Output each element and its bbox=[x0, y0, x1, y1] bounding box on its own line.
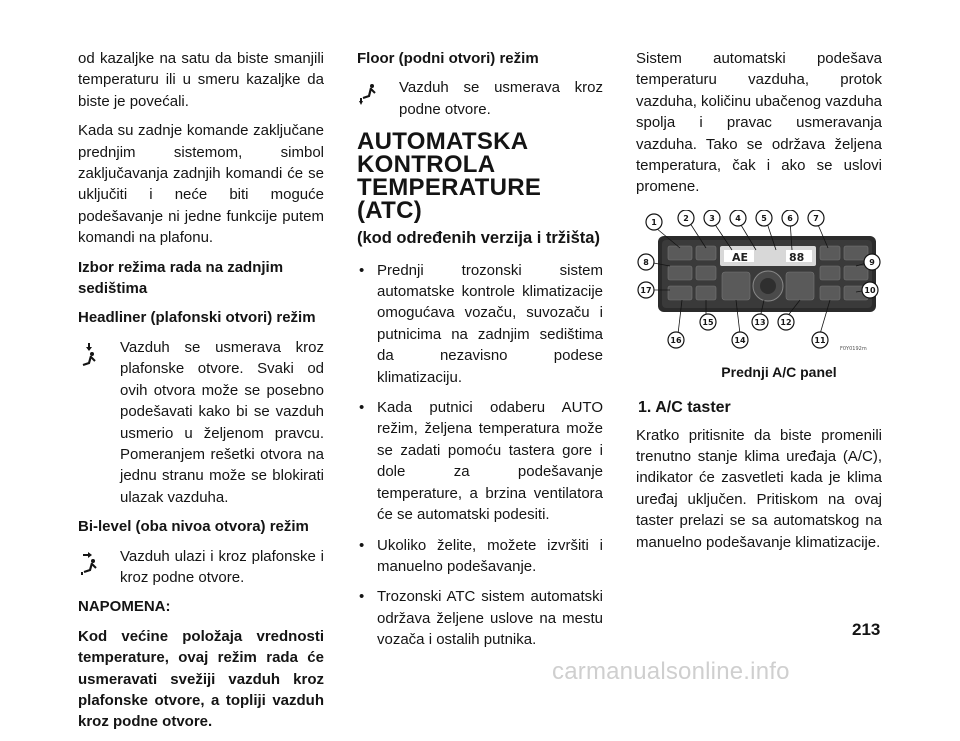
figure-caption: Prednji A/C panel bbox=[721, 363, 837, 380]
headliner-block bbox=[78, 337, 324, 508]
floor-mode-icon bbox=[359, 81, 377, 107]
bilevel-block bbox=[78, 546, 324, 589]
ac-panel-figure bbox=[636, 210, 882, 360]
figure-code: F0Y0192m bbox=[840, 345, 867, 352]
paragraph: Kada su zadnje komande zaključane prednjim sistemom, simbol zaključavanja zadnjih komandi će se uključiti i neće biti moguće podešavanje ni jedne funkcije putem komandi na plafonu. bbox=[78, 122, 324, 247]
heading-floor-mode: Floor (podni otvori) režim bbox=[357, 50, 539, 67]
paragraph: Vazduh se usmerava kroz podne otvore. bbox=[399, 79, 603, 118]
column-middle bbox=[357, 48, 603, 660]
callout-1: 1 bbox=[651, 217, 657, 227]
headliner-mode-icon bbox=[80, 341, 98, 367]
callout-2: 2 bbox=[683, 213, 689, 223]
callout-11: 11 bbox=[814, 335, 826, 345]
callout-9: 9 bbox=[869, 257, 875, 267]
callout-5: 5 bbox=[761, 213, 767, 223]
bilevel-mode-icon bbox=[80, 550, 98, 576]
paragraph: Vazduh ulazi i kroz plafonske i kroz podne otvore. bbox=[120, 547, 324, 586]
callout-6: 6 bbox=[787, 213, 793, 223]
callout-17: 17 bbox=[640, 285, 652, 295]
watermark: carmanualsonline.info bbox=[552, 658, 790, 685]
page-number: 213 bbox=[852, 620, 881, 639]
section-heading-ac-button: 1. A/C taster bbox=[638, 399, 731, 417]
paragraph: od kazaljke na satu da biste smanjili temperaturu ili u smeru kazaljke da biste je povećali. bbox=[78, 50, 324, 110]
section-title: AUTOMATSKA KONTROLA TEMPERATURE (ATC) bbox=[357, 128, 542, 225]
callout-13: 13 bbox=[754, 317, 766, 327]
callout-8: 8 bbox=[643, 257, 649, 267]
paragraph: Sistem automatski podešava temperaturu vazduha, protok vazduha, količinu ubačenog vazduha spolja i pravac usmeravanja vazduha. Tako se održava željena temperatura, čak i ako se uslovi promene. bbox=[636, 50, 883, 196]
note-label: NAPOMENA: bbox=[78, 598, 171, 616]
heading-bilevel-mode: Bi-level (oba nivoa otvora) režim bbox=[78, 518, 309, 536]
callout-14: 14 bbox=[734, 335, 746, 345]
bullet-list bbox=[357, 260, 603, 651]
paragraph: Kratko pritisnite da biste promenili trenutno stanje klima uređaja (A/C), indikator će zasvetleti kada je klima uređaj uključen. Pritiskom na ovaj taster prelazi se sa automatskog na manuelno podešavanje klimatizacije. bbox=[636, 426, 882, 551]
callout-15: 15 bbox=[702, 317, 714, 327]
list-item: • Kada putnici odaberu AUTO režim, željena temperatura može se zadati pomoću tastera gore i dole za podešavanje temperature, a brzina ventilatora će se automatski podesiti. bbox=[359, 399, 603, 524]
heading-headliner-mode: Headliner (plafonski otvori) režim bbox=[78, 309, 316, 327]
list-item: • Prednji trozonski sistem automatske kontrole klimatizacije omogućava vozaču, suvozaču i putnicima na zadnjim sedištima da nezavisno podese klimatizaciju. bbox=[359, 261, 603, 386]
note-text: Kod većine položaja vrednosti temperature, ovaj režim rada će usmeravati svežiji vazduh kroz plafonske otvore, a topliji vazduh kroz podne otvore. bbox=[78, 627, 324, 731]
callout-16: 16 bbox=[670, 335, 682, 345]
ac-panel-illustration bbox=[636, 210, 882, 360]
display-left-text: AE bbox=[732, 250, 749, 264]
section-subtitle: (kod određenih verzija i tržišta) bbox=[357, 229, 600, 248]
column-left bbox=[78, 48, 324, 741]
heading-rear-mode: Izbor režima rada na zadnjim sedištima bbox=[78, 258, 284, 298]
display-right-text: 88 bbox=[789, 250, 805, 264]
column-right bbox=[636, 48, 882, 561]
callout-10: 10 bbox=[864, 285, 876, 295]
list-item: • Ukoliko želite, možete izvršiti i manuelno podešavanje. bbox=[359, 536, 603, 575]
list-item: • Trozonski ATC sistem automatski održava željene uslove na mestu vozača i ostalih putnika. bbox=[359, 588, 603, 649]
callout-4: 4 bbox=[735, 213, 741, 223]
paragraph: Vazduh se usmerava kroz plafonske otvore. Svaki od ovih otvora može se posebno podešavati kako bi se vazduh usmerio u željenom pravcu. Pomeranjem rešetki otvora na jednu stranu može se blokirati ulazak vazduha. bbox=[120, 338, 324, 506]
callout-7: 7 bbox=[813, 213, 819, 223]
callout-12: 12 bbox=[780, 317, 792, 327]
floor-block bbox=[357, 77, 603, 120]
callout-3: 3 bbox=[709, 213, 715, 223]
